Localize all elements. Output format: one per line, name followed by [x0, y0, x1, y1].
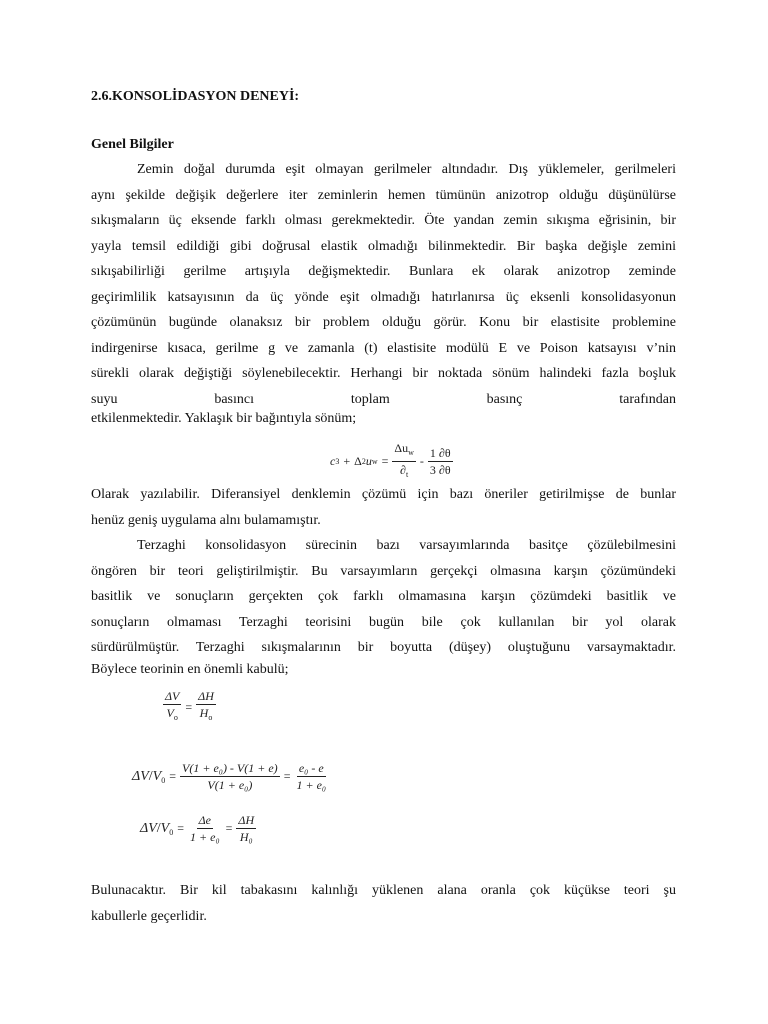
eq-op: +: [343, 454, 351, 468]
paragraph-line: Böylece teorinin en önemli kabulü;: [91, 661, 289, 677]
eq-sup: 2: [361, 457, 366, 466]
eq-op: =: [185, 699, 193, 714]
eq-symbol: ΔV: [132, 768, 149, 784]
paragraph-line: kabullerle geçerlidir.: [91, 908, 207, 924]
eq-op: =: [381, 454, 389, 468]
eq-op: =: [283, 769, 291, 783]
paragraph-line: öngören bir teori geliştirilmiştir. Bu varsayımların gerçekçi olmasına karşın çözümündeki: [91, 563, 676, 579]
paragraph-2: [91, 482, 676, 533]
equation-void-ratio: $\Delta V/V_0$ = $\frac{\text{V(1 + e₀) - V(1 + e)}}{\text{V(1 + e₀)}}$ = $\frac{\text{e₀ - e}}{\text{1 + e₀}}$: [132, 761, 327, 792]
section-title: 2.6.KONSOLİDASYON DENEYİ:: [91, 89, 300, 104]
eq-fraction: [236, 812, 256, 845]
paragraph-line: basitlik ve sonuçların gerçekten çok farklı olmamasına karşın çözümdeki basitlik ve: [91, 589, 676, 604]
eq-num: ΔH: [238, 813, 255, 827]
paragraph-line: sürdürülmüştür. Terzaghi sıkışmalarının bir boyutta (düşey) oluştuğunu varsaymaktadır.: [91, 640, 676, 655]
eq-sub: t: [405, 470, 409, 479]
paragraph-line: indirgenirse kısaca, gerilme g ve zamanla (t) elastisite modülü E ve Poison katsayısı v’nin: [91, 340, 676, 356]
eq-op: -: [419, 454, 424, 468]
eq-fraction: [294, 760, 328, 793]
paragraph-line: Zemin doğal durumda eşit olmayan gerilmeler altındadır. Dış yüklemeler, gerilmeleri: [137, 162, 676, 177]
eq-fraction: [188, 812, 222, 845]
paragraph-line: henüz geniş uygulama alnı bulamamıştır.: [91, 512, 321, 528]
equation-volume-height: [163, 688, 216, 726]
eq-symbol: c: [330, 454, 336, 468]
eq-sub: w: [408, 448, 414, 457]
eq-den: H: [199, 706, 209, 720]
eq-fraction: [392, 440, 416, 483]
paragraph-line: çözümünün bugünde olanaksız bir problem olduğu görür. Konu bir elastisite problemine: [91, 315, 676, 330]
eq-den: V: [166, 706, 174, 720]
paragraph-line: yayla temsil edildiği gibi doğrusal elastik olmadığı bilinmektedir. Bir başka değişle zemini: [91, 238, 676, 254]
eq-op: =: [169, 769, 177, 783]
eq-op: =: [225, 821, 233, 835]
eq-sub: 0: [161, 775, 166, 785]
eq-fraction: [428, 445, 453, 478]
eq-num: e₀ - e: [298, 761, 324, 775]
eq-fraction: [196, 688, 216, 726]
eq-den: 1 + e₀: [296, 778, 327, 792]
paragraph-line: etkilenmektedir. Yaklaşık bir bağıntıyla sönüm;: [91, 411, 357, 426]
paragraph-line: suyu basıncı toplam basınç tarafından: [91, 391, 676, 407]
equation-consolidation: [330, 440, 453, 483]
eq-symbol: u: [365, 454, 372, 468]
eq-den: ∂: [400, 463, 406, 477]
subsection-title: Genel Bilgiler: [91, 137, 174, 152]
eq-den: V(1 + e₀): [207, 778, 253, 792]
eq-op: =: [177, 821, 185, 835]
eq-sub: 3: [335, 457, 340, 466]
paragraph-line: sürekli olarak değiştiği söylenebilecektir. Herhangi bir noktada sönüm halindeki fazla boşluk: [91, 366, 676, 381]
paragraph-line: Olarak yazılabilir. Diferansiyel denklemin çözümü için bazı öneriler getirilmişse de bunlar: [91, 487, 676, 502]
eq-den: H₀: [239, 830, 253, 844]
eq-symbol: V: [160, 820, 170, 836]
eq-symbol: Δ: [354, 454, 362, 468]
paragraph-line: sıkışabilirliği gerilme artışıyla değişmektedir. Bunlara ek olarak anizotrop zeminde: [91, 264, 676, 279]
paragraph-3: [91, 533, 676, 679]
paragraph-line: geçirimlilik katsayısının da üç yönde eşit olmadığı hatırlanırsa üç eksenli konsolidasyonun: [91, 289, 676, 305]
paragraph-line: aynı şekilde değişik değerlere iter zeminlerin hemen tümünün anizotrop olduğu düşünülürse: [91, 187, 676, 203]
paragraph-line: sonuçların olmaması Terzaghi teorisini bugün bile çok kullanılan bir yol olarak: [91, 614, 676, 630]
eq-num: ΔH: [198, 689, 214, 703]
eq-sub: o: [208, 713, 213, 722]
eq-symbol: ΔV: [140, 820, 157, 836]
eq-sub: w: [371, 457, 378, 466]
paragraph-line: Terzaghi konsolidasyon sürecinin bazı varsayımlarında basitçe çözülebilmesini: [137, 538, 676, 553]
eq-fraction: [163, 688, 181, 726]
paragraph-1: [91, 157, 676, 426]
eq-num: Δe: [198, 813, 211, 827]
eq-num: 1 ∂θ: [429, 446, 451, 460]
eq-fraction: [180, 760, 280, 793]
eq-num: Δu: [394, 441, 409, 455]
eq-den: 1 + e₀: [190, 830, 220, 844]
eq-sub: 0: [169, 827, 174, 837]
eq-den: 3 ∂θ: [429, 463, 451, 477]
eq-num: V(1 + e₀) - V(1 + e): [182, 761, 278, 775]
eq-symbol: V: [152, 768, 162, 784]
paragraph-line: sıkışmaların üç eksende farklı olması gerekmektedir. Öte yandan zemin sıkışma eğrisinin, bir: [91, 213, 676, 228]
eq-sub: o: [173, 713, 178, 722]
paragraph-line: Bulunacaktır. Bir kil tabakasını kalınlığı yüklenen alana oranla çok küçükse teori şu: [91, 883, 676, 898]
paragraph-4: [91, 878, 676, 929]
eq-num: ΔV: [165, 689, 180, 703]
equation-strain: $\Delta V/V_0$ = $\frac{\Delta e}{\text{1 + e₀}}$ = $\frac{\Delta H}{\text{H₀}}$: [140, 813, 255, 844]
